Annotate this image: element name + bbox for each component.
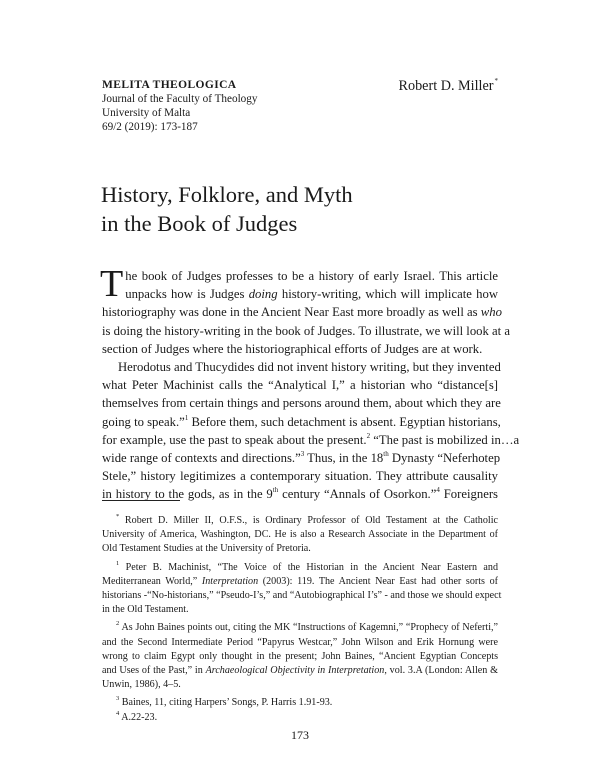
- footnote-line: [102, 711, 498, 725]
- title-line: History, Folklore, and Myth: [101, 182, 353, 207]
- body-line: [102, 431, 520, 449]
- body-line: [102, 322, 510, 340]
- body-text: is doing the history-writing in the book of Judges. To illustrate, we will look at a: [102, 323, 510, 338]
- footnote-line: wrong to claim Egypt only thought in the present; John Baines, “Ancient Egyptian Concepts: [102, 650, 498, 662]
- body-line: what Peter Machinist calls the “Analytical I,” a historian who “distance[s]: [102, 378, 498, 393]
- body-emphasis: doing: [248, 287, 278, 302]
- body-line: [102, 340, 498, 358]
- body-text: century “Annals of Osorkon.”: [278, 487, 437, 502]
- footnote-line: [102, 664, 498, 678]
- title-line: in the Book of Judges: [101, 211, 298, 236]
- footnote-line: [102, 621, 498, 635]
- footnote-separator: [102, 500, 180, 501]
- footnote-text: Robert D. Miller II, O.F.S., is Ordinary Professor of Old Testament at the Catholic: [124, 515, 498, 526]
- footnote-line: [102, 561, 498, 575]
- ordinal-suffix: th: [383, 450, 389, 459]
- body-text: he book of Judges professes to be a history of early Israel. This article: [125, 269, 498, 283]
- body-line: [102, 449, 501, 467]
- footnote-ref[interactable]: 3: [300, 450, 305, 459]
- footnote-line: and the Second Intermediate Period “Papyrus Westcar,” John Wilson and Erik Hornung were: [102, 636, 498, 648]
- journal-name: MELITA THEOLOGICA: [102, 79, 237, 91]
- author-footnote-mark[interactable]: *: [494, 77, 498, 85]
- journal-subtitle: Journal of the Faculty of Theology: [102, 93, 258, 105]
- body-text: wide range of contexts and directions.”: [102, 451, 301, 466]
- body-text: section of Judges where the historiographical efforts of Judges are at work.: [102, 341, 483, 356]
- article-body: [100, 263, 520, 504]
- body-line: [102, 303, 502, 321]
- body-text: for example, use the past to speak about the present.: [102, 432, 367, 447]
- footnote-italic: Archaeological Objectivity in Interpretation: [205, 665, 385, 677]
- author-name: [399, 77, 498, 95]
- footnotes: [102, 513, 502, 725]
- body-text: in history to the gods, as in the 9: [102, 487, 273, 502]
- footnote-mark: 2: [116, 620, 120, 628]
- footnote-line: [102, 514, 498, 528]
- body-line: [102, 267, 498, 285]
- ordinal-suffix: th: [272, 486, 279, 495]
- footnote-mark: *: [116, 513, 120, 520]
- footnote-line: in the Old Testament.: [102, 604, 189, 616]
- footnote-text: , vol. 3.A (London: Allen &: [384, 665, 499, 677]
- body-line: Herodotus and Thucydides did not invent history writing, but they invented: [118, 360, 501, 375]
- footnote-mark: 3: [116, 695, 120, 703]
- body-text: history-writing, which will implicate how: [277, 287, 498, 302]
- body-emphasis: who: [480, 305, 502, 320]
- footnote-line: historians -“No-historians,” “Pseudo-I’s,” and “Autobiographical I’s” - and those we should expect: [102, 590, 502, 602]
- footnote-text: and Uses of the Past,” in: [102, 665, 206, 677]
- footnote-line: Old Testament Studies at the University of Pretoria.: [102, 543, 311, 555]
- body-text: Dynasty “Neferhotep: [388, 451, 501, 466]
- body-text: historiography was done in the Ancient Near East more broadly as well as: [102, 305, 481, 320]
- body-text: Before them, such detachment is absent. Egyptian historians,: [188, 414, 501, 429]
- body-line: themselves from certain things and persons around them, about which they are: [102, 396, 501, 411]
- page-number: 173: [291, 728, 309, 742]
- footnote-ref[interactable]: 2: [366, 431, 371, 440]
- body-text: “The past is mobilized in…a: [370, 432, 520, 447]
- footnote-text: (2003): 119. The Ancient Near East had other sorts of: [258, 575, 498, 587]
- author-text: Robert D. Miller: [398, 78, 494, 94]
- body-text: Thus, in the 18: [304, 451, 384, 466]
- footnote-line: [102, 575, 498, 589]
- footnote-text: Baines, 11, citing Harpers’ Songs, P. Harris 1.91-93.: [121, 697, 333, 709]
- footnote-line: [102, 696, 498, 710]
- body-line: [102, 413, 501, 431]
- footnote-line: Unwin, 1986), 4–5.: [102, 679, 181, 691]
- footnote-italic: Interpretation: [201, 575, 259, 587]
- body-line: Stele,” history legitimizes a contemporary situation. They attribute causality: [102, 469, 498, 484]
- footnote-ref[interactable]: 1: [184, 413, 189, 422]
- journal-issue: 69/2 (2019): 173-187: [102, 121, 198, 133]
- footnote-mark: 4: [116, 709, 120, 717]
- footnote-mark: 1: [116, 559, 120, 567]
- body-line: [102, 285, 498, 303]
- journal-info: [102, 78, 342, 134]
- body-text: Foreigners: [439, 487, 498, 502]
- footnote-text: Peter B. Machinist, “The Voice of the Historian in the Ancient Near Eastern and: [125, 561, 498, 573]
- footnote-text: A.22-23.: [121, 711, 158, 723]
- body-text: going to speak.”: [102, 414, 185, 429]
- footnote-text: Mediterranean World,”: [102, 575, 202, 587]
- footnote-ref[interactable]: 4: [436, 486, 440, 495]
- drop-cap: T: [100, 263, 124, 305]
- journal-university: University of Malta: [102, 107, 191, 119]
- body-text: unpacks how is Judges: [125, 287, 249, 302]
- footnote-text: As John Baines points out, citing the MK “Instructions of Kagemni,” “Prophecy of Neferti,”: [121, 622, 499, 634]
- footnote-line: University of America, Washington, DC. He is also a Research Associate in the Department of: [102, 529, 498, 541]
- article-title: [101, 180, 501, 238]
